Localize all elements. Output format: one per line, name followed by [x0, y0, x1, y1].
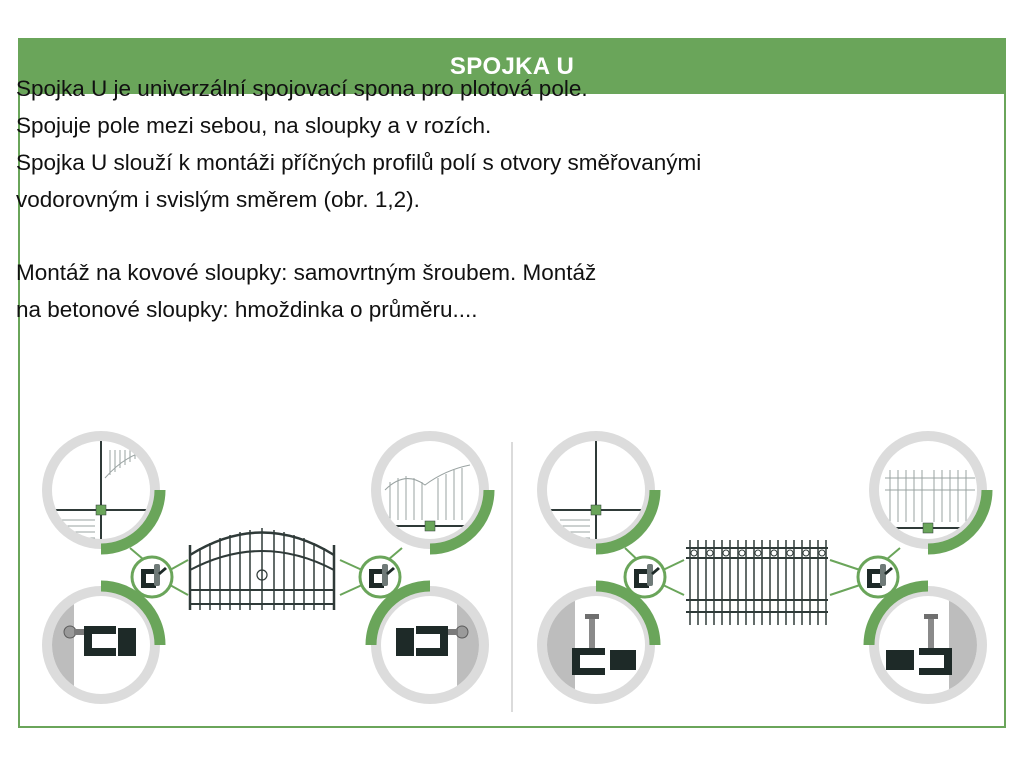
description-line-1: Spojka U je univerzální spojovací spona pro plotová pole. [16, 76, 588, 101]
description-line-3: Spojka U slouží k montáži příčných profilů polí s otvory směřovanými [16, 150, 702, 175]
detail-gate-corner-left [42, 431, 160, 549]
detail-fence-corner-left [537, 431, 655, 549]
gate-icon [190, 528, 334, 610]
mounting-line-2: na betonové sloupky: hmoždinka o průměru.... [16, 297, 478, 322]
description-line-2: Spojuje pole mezi sebou, na sloupky a v rozích. [16, 113, 492, 138]
clamp-icon [858, 557, 898, 597]
clamp-icon [625, 557, 665, 597]
clamp-icon [360, 557, 400, 597]
detail-clamp-screw-left [537, 586, 655, 704]
detail-clamp-screw-right [869, 586, 987, 704]
detail-clamp-bolt-left [42, 586, 160, 704]
description-line-4: vodorovným i svislým směrem (obr. 1,2). [16, 187, 420, 212]
detail-gate-corner-right [371, 431, 489, 549]
figure-1 [42, 431, 489, 704]
mounting-line-1: Montáž na kovové sloupky: samovrtným šroubem. Montáž [16, 260, 597, 285]
detail-clamp-bolt-right [371, 586, 489, 704]
clamp-icon [132, 557, 172, 597]
figure-2 [537, 431, 987, 704]
detail-fence-corner-right [869, 431, 987, 549]
card-title: SPOJKA U [449, 53, 575, 80]
fence-panel-icon [686, 540, 828, 625]
